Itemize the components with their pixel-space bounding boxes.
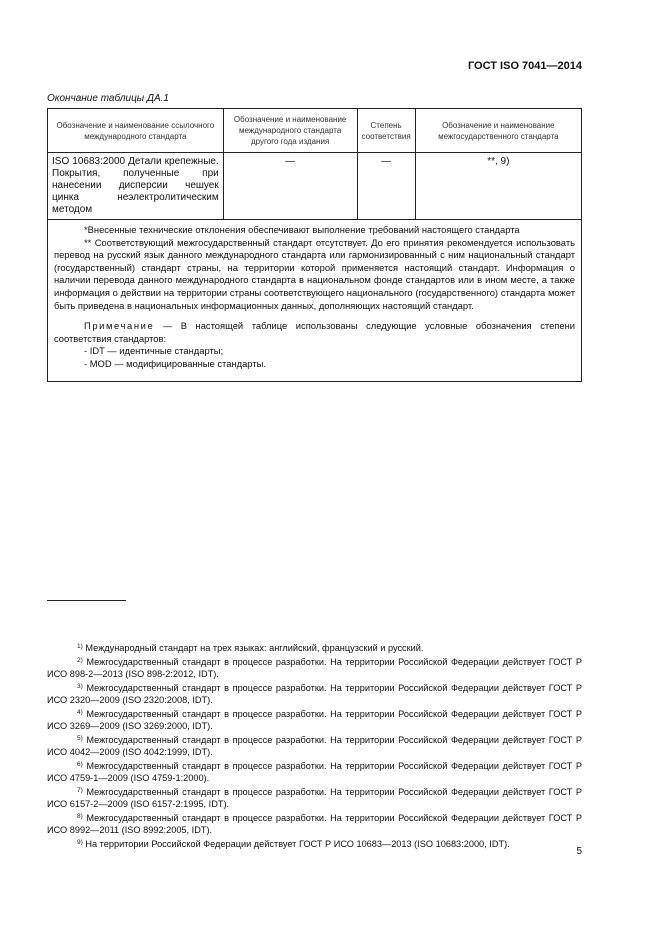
footnote — [47, 641, 582, 655]
footnote-number: 1) — [77, 643, 83, 650]
footnotes — [47, 641, 582, 850]
footnote — [47, 811, 582, 837]
footnote-number: 6) — [77, 760, 83, 768]
footnote-text: Межгосударственный стандарт в процессе разработки. На территории Российской Федерации действует ГОСТ Р ИСО 6157-2—2009 (ISO 6157-2:1995, IDT). — [47, 786, 583, 809]
footnote-separator — [47, 600, 126, 601]
table-row — [48, 153, 582, 220]
column-header: Обозначение и наименование международного стандарта другого года издания — [223, 109, 357, 153]
note-absent-standard: ** Соответствующий межгосударственный стандарт отсутствует. До его принятия рекомендуется использовать перевод на русский язык данного международного стандарта или гармонизированный с ним национальный стандарт (государственный) стандарт страны, на территории которой применяется настоящий стандарт. Информация о наличии перевода данного международного стандарта в национальном фонде стандартов или в ином месте, а также информация о действии на территории страны соответствующего национального (государственного) стандарта может быть приведена в национальных информационных данных, дополняющих настоящий стандарт. — [54, 236, 575, 311]
footnote-text: Межгосударственный стандарт в процессе разработки. На территории Российской Федерации действует ГОСТ Р ИСО 4759-1—2009 (ISO 4759-1:2000). — [47, 760, 583, 783]
footnote-text: Межгосударственный стандарт в процессе разработки. На территории Российской Федерации действует ГОСТ Р ИСО 2320—2009 (ISO 2320:2008, IDT). — [47, 682, 583, 705]
table-caption: Окончание таблицы ДА.1 — [47, 93, 169, 104]
footnote-number: 8) — [77, 812, 83, 820]
footnote-number: 3) — [77, 682, 83, 690]
remark-label: Примечание — [84, 320, 155, 332]
footnote — [47, 655, 582, 681]
footnote — [47, 837, 582, 851]
remark — [54, 320, 575, 345]
correspondence-table — [47, 108, 582, 382]
footnote-number: 5) — [77, 734, 83, 742]
footnote-text: Межгосударственный стандарт в процессе разработки. На территории Российской Федерации действует ГОСТ Р ИСО 4042—2009 (ISO 4042:1999, IDT). — [47, 734, 583, 757]
footnote-number: 4) — [77, 708, 83, 716]
column-header: Степень соответствия — [357, 109, 415, 153]
footnote-text: Межгосударственный стандарт в процессе разработки. На территории Российской Федерации действует ГОСТ Р ИСО 8992—2011 (ISO 8992:2005, IDT). — [47, 812, 583, 835]
page-number: 5 — [576, 846, 582, 857]
table-notes — [48, 220, 582, 382]
footnote-number: 7) — [77, 786, 83, 794]
footnote-text: На территории Российской Федерации действует ГОСТ Р ИСО 10683—2013 (ISO 10683:2000, IDT). — [85, 838, 510, 849]
column-header: Обозначение и наименование ссылочного международного стандарта — [48, 109, 224, 153]
interstate-cell: **, 9) — [415, 153, 581, 220]
footnote — [47, 707, 582, 733]
footnote — [47, 759, 582, 785]
ref-standard-cell: ISO 10683:2000 Детали крепежные. Покрытия, полученные при нанесении дисперсии чешуек цинка неэлектролитическим методом — [48, 153, 224, 220]
standard-number: ГОСТ ISO 7041—2014 — [467, 60, 582, 72]
footnote — [47, 733, 582, 759]
footnote — [47, 681, 582, 707]
footnote — [47, 785, 582, 811]
footnote-number: 9) — [77, 838, 83, 846]
note-idt: - IDT — идентичные стандарты; — [84, 345, 224, 357]
degree-cell: — — [357, 153, 415, 220]
table-header-row — [48, 109, 582, 153]
other-year-cell: — — [223, 153, 357, 220]
footnote-number: 2) — [77, 656, 83, 664]
footnote-text: Международный стандарт на трех языках: английский, французский и русский. — [85, 643, 424, 653]
note-mod: - MOD — модифицированные стандарты. — [84, 357, 266, 369]
table-notes-row — [48, 220, 582, 382]
note-deviation: *Внесенные технические отклонения обеспечивают выполнение требований настоящего стандарта — [84, 224, 520, 235]
footnote-text: Межгосударственный стандарт в процессе разработки. На территории Российской Федерации действует ГОСТ Р ИСО 898-2—2013 (ISO 898-2:2012, IDT). — [47, 656, 583, 679]
footnote-text: Межгосударственный стандарт в процессе разработки. На территории Российской Федерации действует ГОСТ Р ИСО 3269—2009 (ISO 3269:2000, IDT). — [47, 708, 583, 731]
remark-text: — В настоящей таблице использованы следующие условные обозначения степени соответствия стандартов: — [54, 320, 575, 344]
column-header: Обозначение и наименование межгосударственного стандарта — [415, 109, 581, 153]
